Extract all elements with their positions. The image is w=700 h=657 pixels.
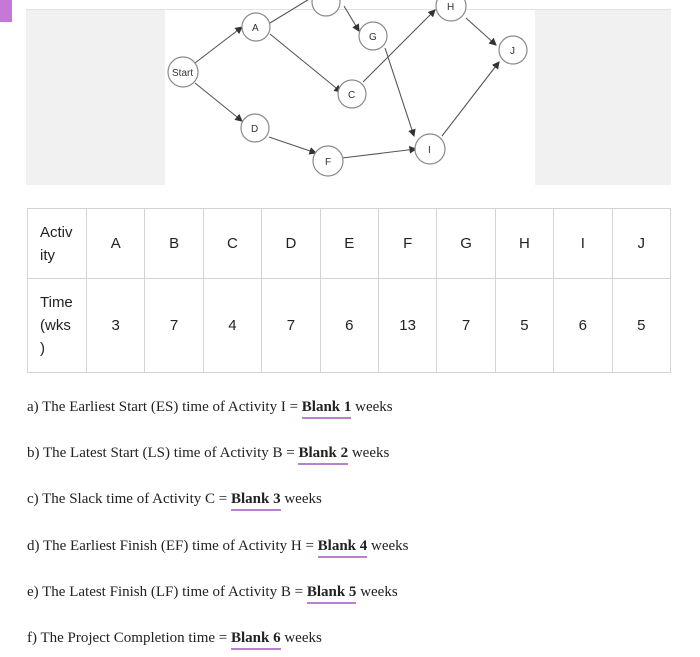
activity-cell: D (262, 209, 320, 279)
edge-f-i (342, 149, 416, 158)
time-cell: 6 (320, 279, 378, 373)
accent-marker (0, 0, 12, 22)
network-svg (26, 2, 671, 185)
question-c-unit: weeks (280, 491, 322, 507)
edge-g-i (385, 48, 414, 136)
node-b (312, 0, 340, 16)
edge-a-b (270, 0, 311, 23)
question-f-text: f) The Project Completion time = (27, 630, 231, 646)
time-cell: 5 (612, 279, 670, 373)
activity-cell: I (554, 209, 612, 279)
edge-a-c (270, 34, 341, 92)
activity-row (28, 209, 671, 279)
node-f (313, 146, 343, 176)
blank-2[interactable]: Blank 2 (298, 445, 348, 465)
question-a-text: a) The Earliest Start (ES) time of Activity I = (27, 399, 302, 415)
time-cell: 6 (554, 279, 612, 373)
activity-cell: C (203, 209, 261, 279)
node-label-j: J (510, 46, 515, 57)
edge-start-d (195, 83, 242, 121)
node-label-h: H (447, 2, 455, 13)
question-f (27, 630, 322, 647)
edge-h-j (466, 18, 496, 45)
time-cell: 7 (262, 279, 320, 373)
time-cell: 7 (145, 279, 203, 373)
time-header-line1: Time (40, 294, 73, 311)
time-row (28, 279, 671, 373)
time-cell: 3 (87, 279, 145, 373)
question-c (27, 491, 322, 508)
node-g (359, 22, 387, 50)
edge-d-f (269, 137, 316, 153)
node-label-start: Start (172, 68, 194, 79)
question-d-text: d) The Earliest Finish (EF) time of Activity H = (27, 538, 318, 554)
blank-6[interactable]: Blank 6 (231, 630, 281, 650)
node-d (241, 114, 269, 142)
time-header-line2: (wks (40, 317, 71, 334)
time-cell: 5 (495, 279, 553, 373)
activity-cell: F (378, 209, 436, 279)
edge-b-g (344, 6, 359, 31)
node-label-g: G (369, 32, 377, 43)
question-f-unit: weeks (280, 630, 322, 646)
blank-3[interactable]: Blank 3 (231, 491, 281, 511)
blank-5[interactable]: Blank 5 (307, 584, 357, 604)
node-label-a: A (252, 23, 259, 34)
blank-4[interactable]: Blank 4 (318, 538, 368, 558)
node-label-c: C (348, 90, 356, 101)
time-header-line3: ) (40, 340, 45, 357)
node-j (499, 36, 527, 64)
question-e (27, 584, 398, 601)
node-label-i: I (428, 145, 431, 156)
edge-i-j (442, 62, 499, 136)
activity-cell: J (612, 209, 670, 279)
node-h (436, 0, 466, 21)
activity-cell: H (495, 209, 553, 279)
question-e-text: e) The Latest Finish (LF) time of Activity B = (27, 584, 307, 600)
network-diagram (26, 2, 671, 185)
activity-time-table (27, 208, 671, 373)
edge-start-a (195, 27, 242, 63)
question-b (27, 445, 389, 462)
node-i (415, 134, 445, 164)
question-a-unit: weeks (351, 399, 393, 415)
activity-header-line2: ity (40, 246, 55, 264)
activity-cell: E (320, 209, 378, 279)
question-d-unit: weeks (367, 538, 409, 554)
activity-header-cell (28, 209, 87, 279)
node-label-d: D (251, 124, 259, 135)
question-b-text: b) The Latest Start (LS) time of Activity B = (27, 445, 299, 461)
activity-cell: B (145, 209, 203, 279)
activity-header-line1: Activ (40, 223, 73, 241)
blank-1[interactable]: Blank 1 (302, 399, 352, 419)
question-a (27, 399, 393, 416)
question-d (27, 538, 409, 555)
node-label-f: F (325, 157, 332, 168)
question-c-text: c) The Slack time of Activity C = (27, 491, 231, 507)
time-header-cell (28, 279, 87, 373)
time-cell: 13 (378, 279, 436, 373)
question-b-unit: weeks (348, 445, 390, 461)
activity-cell: A (87, 209, 145, 279)
node-start (168, 57, 198, 87)
question-e-unit: weeks (356, 584, 398, 600)
node-a (242, 13, 270, 41)
activity-cell: G (437, 209, 495, 279)
node-c (338, 80, 366, 108)
time-cell: 4 (203, 279, 261, 373)
time-cell: 7 (437, 279, 495, 373)
